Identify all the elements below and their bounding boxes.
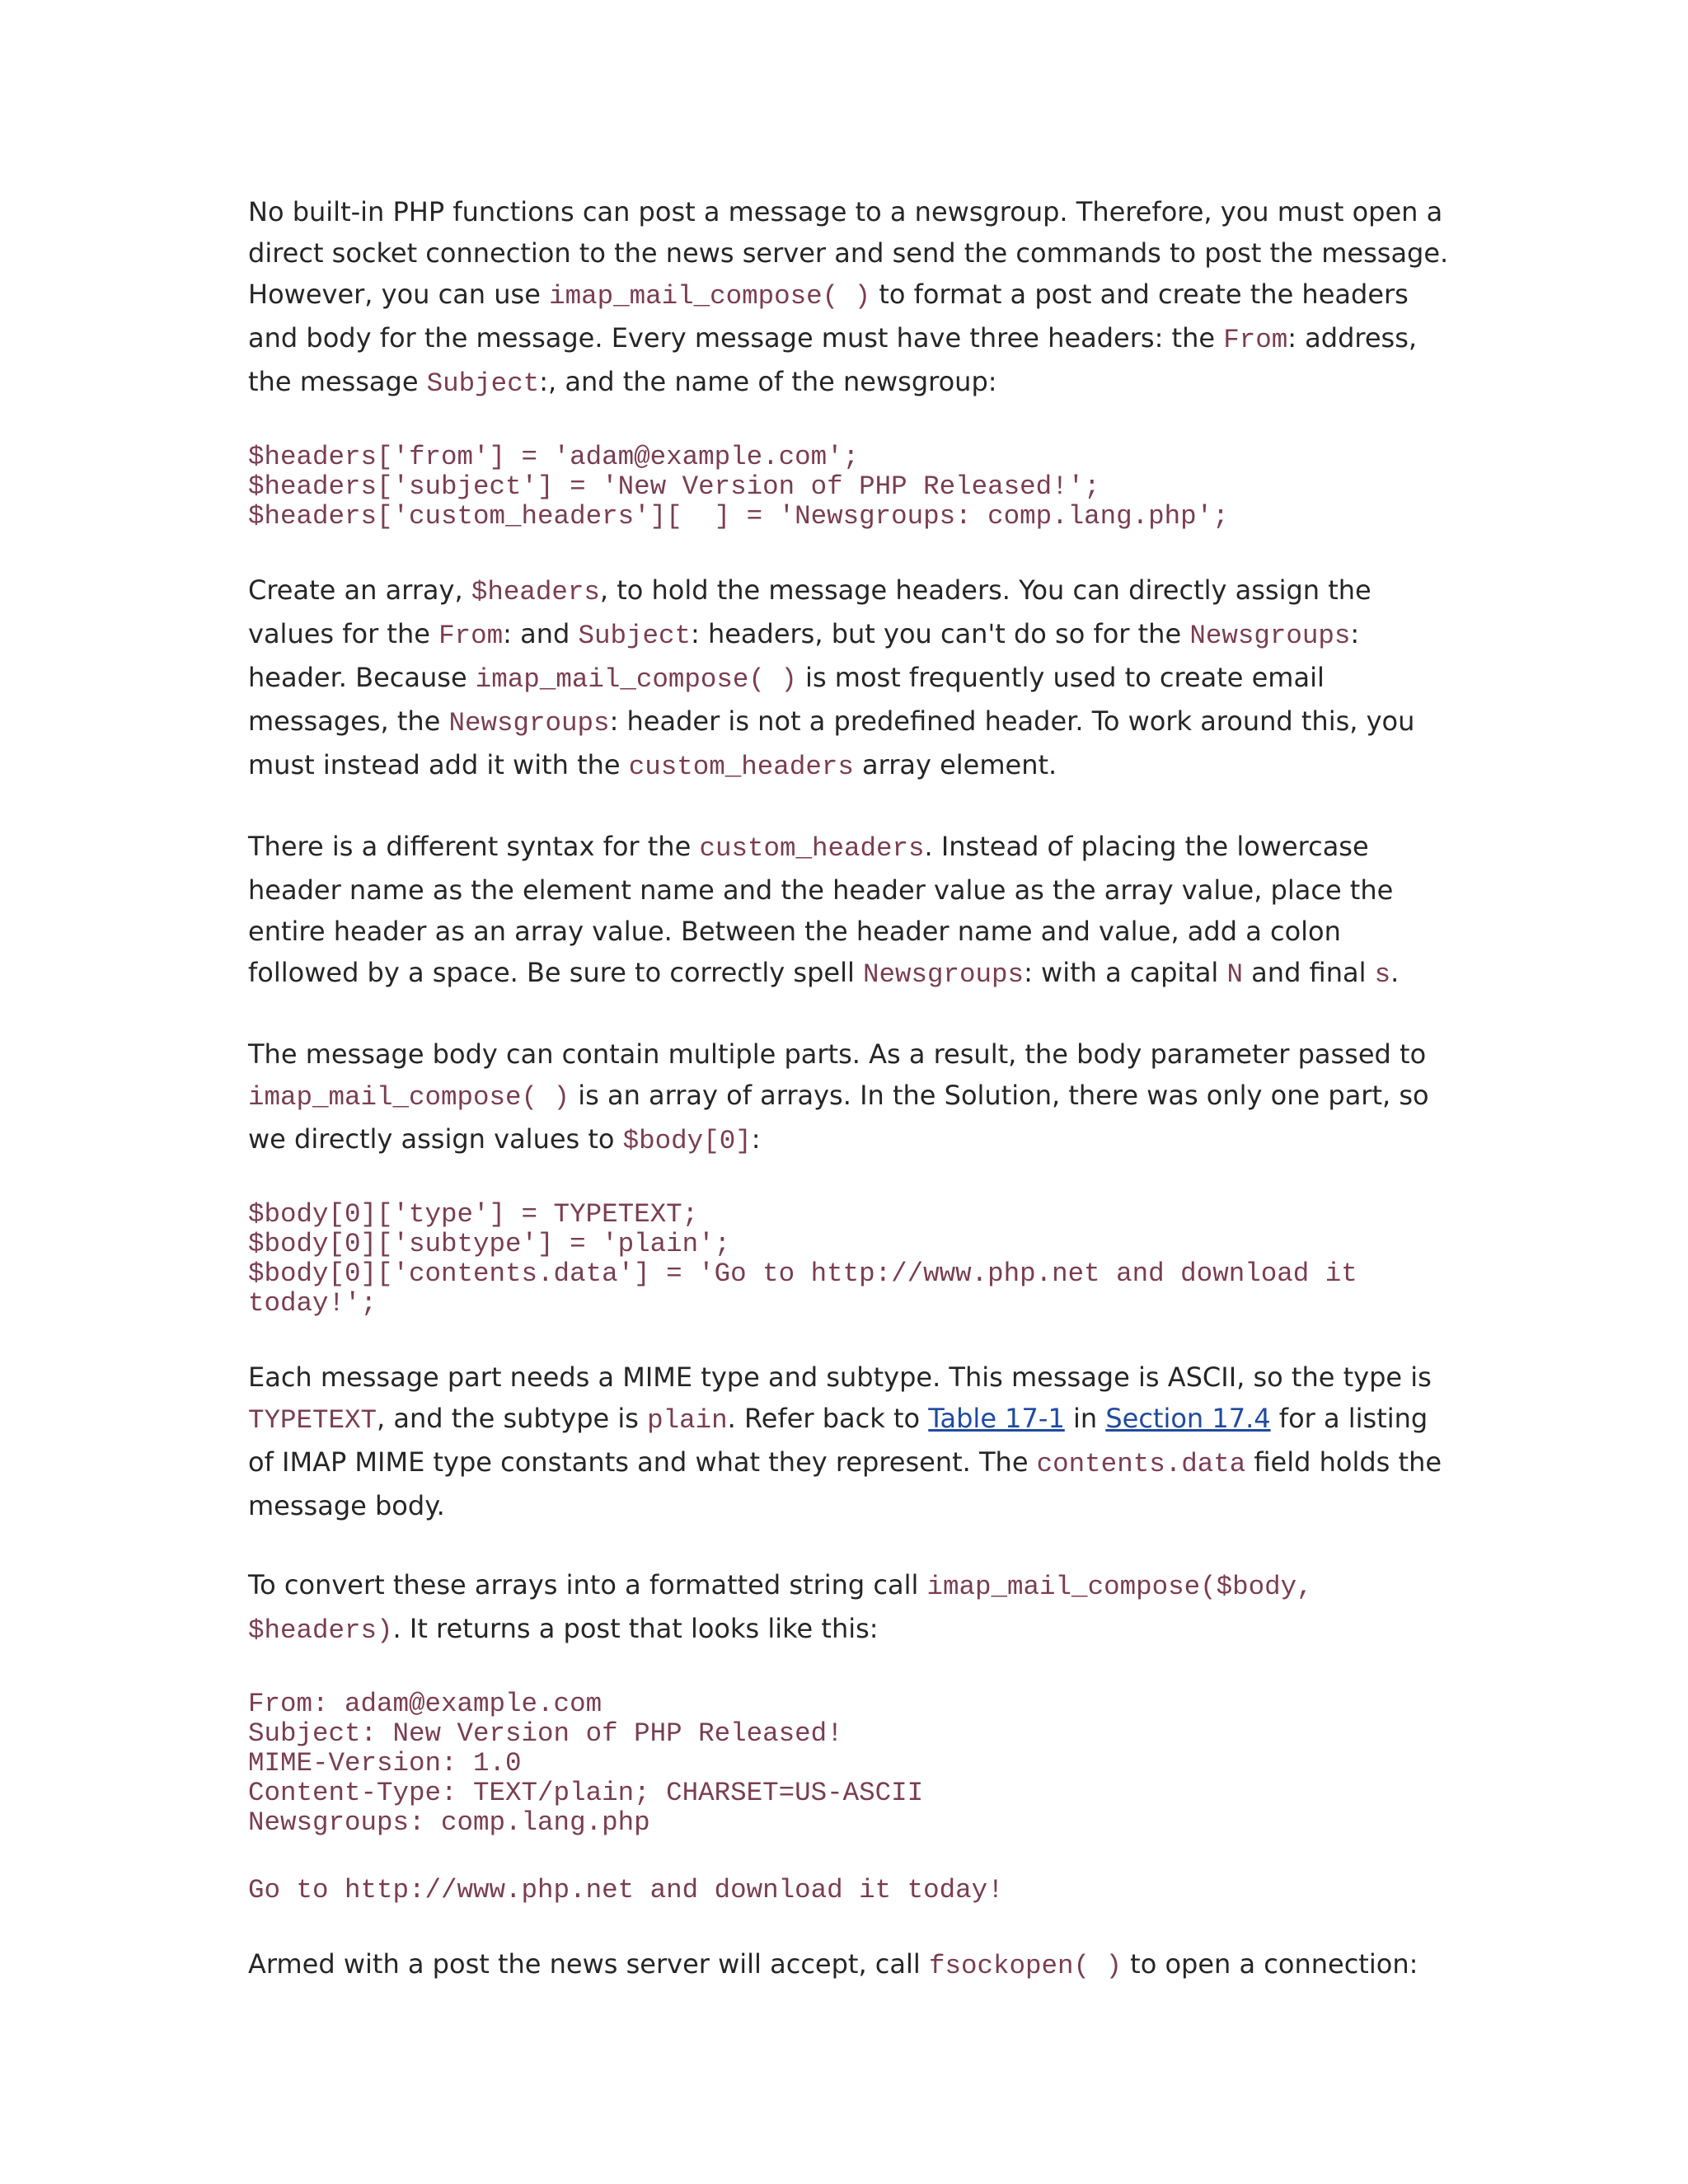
paragraph-mime-type [248,1357,1451,1526]
inline-code: custom_headers [699,833,925,864]
inline-code: custom_headers [628,752,854,782]
text: to open a connection: [1122,1948,1418,1980]
text: : and [503,618,579,649]
inline-code: imap_mail_compose($body, [926,1572,1313,1602]
text: The message body can contain multiple parts. As a result, the body parameter passed to [248,1038,1427,1070]
code-line: MIME-Version: 1.0 [248,1748,522,1779]
inline-code: Newsgroups [448,708,610,738]
paragraph-convert-arrays [248,1564,1451,1652]
inline-code: Subject [578,621,691,651]
text: . Refer back to [727,1403,929,1434]
text: for a listing of IMAP MIME type constants and what they represent. The [248,1403,1428,1478]
inline-code: imap_mail_compose( ) [475,664,797,695]
inline-code: $headers) [248,1615,393,1646]
text: . [1390,957,1400,988]
inline-code: $body[0] [622,1126,752,1156]
text: to format a post and create the headers and body for the message. Every message must have three headers: the [248,279,1409,354]
text: . It returns a post that looks like this: [392,1613,879,1644]
text: : with a capital [1024,957,1227,988]
inline-code: N [1226,959,1243,990]
paragraph-custom-headers [248,826,1451,996]
code-line: Content-Type: TEXT/plain; CHARSET=US-ASCII [248,1778,924,1808]
inline-code: plain [647,1405,728,1436]
text: There is a different syntax for the [248,831,700,862]
text: . Instead of placing the lowercase header name as the element name and the header value as the array value, place the entire header as an array value. Between the header name and value, add a colon followed by a space. Be sure to correctly spell [248,831,1394,988]
code-line: $body[0]['type'] = TYPETEXT; [248,1199,699,1230]
text: No built-in PHP functions can post a message to a newsgroup. Therefore, you must open a direct socket connection to the news server and send the commands to post the message. However, you can use [248,196,1449,310]
section-17-4-link[interactable]: Section 17.4 [1105,1403,1271,1434]
text: is most frequently used to create email messages, the [248,662,1325,737]
inline-code: Newsgroups [1189,621,1351,651]
code-block-body [248,1200,1451,1319]
text: , to hold the message headers. You can directly assign the values for the [248,574,1372,649]
text: : header. Because [248,618,1360,693]
code-line: Newsgroups: comp.lang.php [248,1807,650,1838]
text: array element. [853,749,1057,780]
text: :, and the name of the newsgroup: [539,366,997,397]
inline-code: imap_mail_compose( ) [248,1082,570,1113]
inline-code: contents.data [1036,1449,1246,1479]
text: : [751,1123,761,1155]
inline-code: From [1223,325,1288,355]
code-line: $headers['from'] = 'adam@example.com'; [248,442,860,472]
inline-code: imap_mail_compose( ) [549,281,871,312]
text: : address, the message [248,322,1418,397]
text: To convert these arrays into a formatted string call [248,1569,927,1601]
paragraph-headers-explanation [248,569,1451,788]
code-line: Subject: New Version of PHP Released! [248,1718,843,1749]
code-line: today!'; [248,1288,377,1319]
paragraph-fsockopen [248,1943,1451,1987]
text: , and the subtype is [377,1403,648,1434]
inline-code: From [438,621,504,651]
inline-code: Subject [426,368,540,399]
table-17-1-link[interactable]: Table 17-1 [928,1403,1065,1434]
text: Each message part needs a MIME type and subtype. This message is ASCII, so the type is [248,1361,1432,1393]
inline-code: TYPETEXT [248,1405,377,1436]
inline-code: fsockopen( ) [928,1951,1122,1981]
text: : header is not a predefined header. To work around this, you must instead add it with the [248,705,1415,780]
document-page [248,191,1451,2025]
inline-code: s [1374,959,1391,990]
code-line: $body[0]['subtype'] = 'plain'; [248,1229,731,1259]
text: is an array of arrays. In the Solution, there was only one part, so we directly assign values to [248,1080,1429,1155]
code-line: Go to http://www.php.net and download it today! [248,1875,1004,1905]
paragraph-message-body [248,1033,1451,1162]
text: and final [1243,957,1375,988]
code-line: $headers['subject'] = 'New Version of PHP Released!'; [248,471,1100,502]
text: in [1064,1403,1106,1434]
code-block-headers [248,443,1451,532]
text: : headers, but you can't do so for the [690,618,1190,649]
text: Armed with a post the news server will accept, call [248,1948,929,1980]
code-line: From: adam@example.com [248,1689,603,1719]
code-line: $body[0]['contents.data'] = 'Go to http://www.php.net and download it [248,1258,1357,1289]
text: field holds the message body. [248,1446,1442,1521]
code-block-post-body [248,1876,1451,1905]
text: Create an array, [248,574,471,606]
code-block-post-headers [248,1690,1451,1838]
inline-code: $headers [471,577,600,607]
code-line: $headers['custom_headers'][ ] = 'Newsgroups: comp.lang.php'; [248,501,1229,532]
inline-code: Newsgroups [863,959,1025,990]
paragraph-intro [248,191,1451,405]
